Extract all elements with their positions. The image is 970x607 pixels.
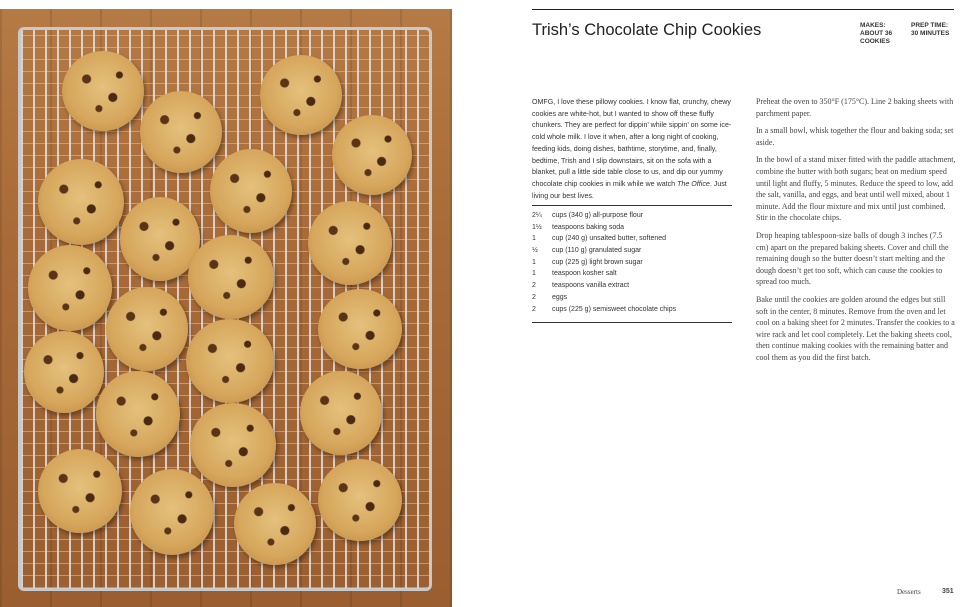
ingredient-text: teaspoon kosher salt (552, 270, 617, 278)
method-step: Preheat the oven to 350°F (175°C). Line 2 baking sheets with parchment paper. (756, 97, 954, 118)
ingredient-text: eggs (552, 293, 568, 301)
ingredient-text: cup (225 g) light brown sugar (552, 258, 643, 266)
cookie (130, 469, 214, 555)
method-step: Drop heaping tablespoon-size balls of dough 3 inches (7.5 cm) apart on the prepared baking sheets. Cover and chill the remaining dough so the butter doesn’t start melting and the dough doesn’t get too soft, which can cause the cookies to spread too much. (756, 230, 949, 287)
page-number: 351 (942, 588, 954, 595)
ingredient-item (532, 280, 732, 292)
cookie (38, 159, 124, 245)
prep-time-label: PREP TIME: 30 MINUTES (911, 22, 950, 37)
cookie (318, 289, 402, 369)
cookie (190, 403, 276, 487)
cookie (318, 459, 402, 541)
method-step: Bake until the cookies are golden around the edges but still soft in the center, 8 minutes. Remove from the oven and let cool on a baking sheet for 2 minutes. Transfer the cookies to a wire rack and let cool completely. Let the baking sheets cool, then continue making cookies with the remaining batter and cool them as you did the first batch. (756, 294, 955, 362)
cookie (96, 371, 180, 457)
ingredient-item (532, 304, 732, 316)
ingredients-list (532, 210, 732, 315)
ingredient-item (532, 210, 732, 222)
method-step: In a small bowl, whisk together the flour and baking soda; set aside. (756, 126, 954, 147)
ingredient-qty: 1 (532, 235, 536, 243)
ingredient-text: cups (340 g) all-purpose flour (552, 212, 644, 219)
ingredient-text: teaspoons vanilla extract (552, 282, 630, 290)
ingredient-qty: 1½ (532, 223, 542, 231)
ingredient-item (532, 268, 732, 280)
cookie (210, 149, 292, 233)
intro-text: OMFG, I love these pillowy cookies. I know flat, crunchy, chewy cookies are white-hot, but I wanted to show off these fluffy chunkers. They are perfect for dippin’ while sippin’ on some ice-cold whole milk. I love it when, after a long night of cooking, feeding kids, doing dishes, bathtime, storytime, and, finally, bedtime, Trish and I slip downstairs, sit on the sofa with a blanket, pull a little side table close to us, and dip our yummy chocolate chip cookies in milk while we watch (532, 98, 732, 188)
cookie (24, 331, 104, 413)
ingredient-item (532, 257, 732, 269)
ingredient-item (532, 222, 732, 234)
ingredient-qty: 1 (532, 270, 536, 278)
ingredients-bottom-rule (532, 322, 732, 323)
ingredient-qty: 2 (532, 305, 536, 313)
ingredient-qty: 2 (532, 282, 536, 290)
method-steps (756, 96, 956, 369)
cookie (140, 91, 222, 173)
cookie (28, 245, 112, 331)
intro-text-end: . Just living our best lives. (532, 179, 727, 200)
recipe-title: Trish’s Chocolate Chip Cookies (532, 21, 762, 39)
cookie (260, 55, 342, 135)
footer-section: Desserts (897, 588, 921, 596)
cookie (38, 449, 122, 533)
ingredient-item (532, 245, 732, 257)
ingredient-qty: 1 (532, 258, 536, 266)
cookie (186, 319, 274, 403)
cookie (308, 201, 392, 285)
cookies-photo (0, 9, 452, 607)
recipe-intro (532, 97, 732, 202)
cookie (332, 115, 412, 195)
ingredient-qty: 2¼ (532, 212, 542, 219)
makes-label: MAKES: ABOUT 36 COOKIES (860, 22, 893, 45)
ingredient-text: cup (110 g) granulated sugar (552, 247, 642, 255)
header-rule (532, 9, 954, 10)
ingredient-text: teaspoons baking soda (552, 223, 624, 231)
ingredients-top-rule (532, 205, 732, 206)
ingredient-item (532, 292, 732, 304)
cookie (106, 287, 188, 371)
ingredient-text: cup (240 g) unsalted butter, softened (552, 235, 667, 243)
intro-show-title: The Office (677, 179, 710, 188)
ingredient-text: cups (225 g) semisweet chocolate chips (552, 305, 677, 313)
cookie (234, 483, 316, 565)
cookie (188, 235, 274, 319)
ingredient-qty: 2 (532, 293, 536, 301)
cookie (62, 51, 144, 131)
ingredient-qty: ½ (532, 247, 538, 255)
cookie (300, 371, 382, 455)
method-step: In the bowl of a stand mixer fitted with the paddle attachment, combine the butter with both sugars; beat on medium speed until light and fluffy, 5 minutes. Reduce the speed to low, add the salt, vanilla, and eggs, and beat until well mixed, about 1 minute. Add the flour mixture and mix until just combined. Stir in the chocolate chips. (756, 155, 956, 223)
ingredient-item (532, 233, 732, 245)
